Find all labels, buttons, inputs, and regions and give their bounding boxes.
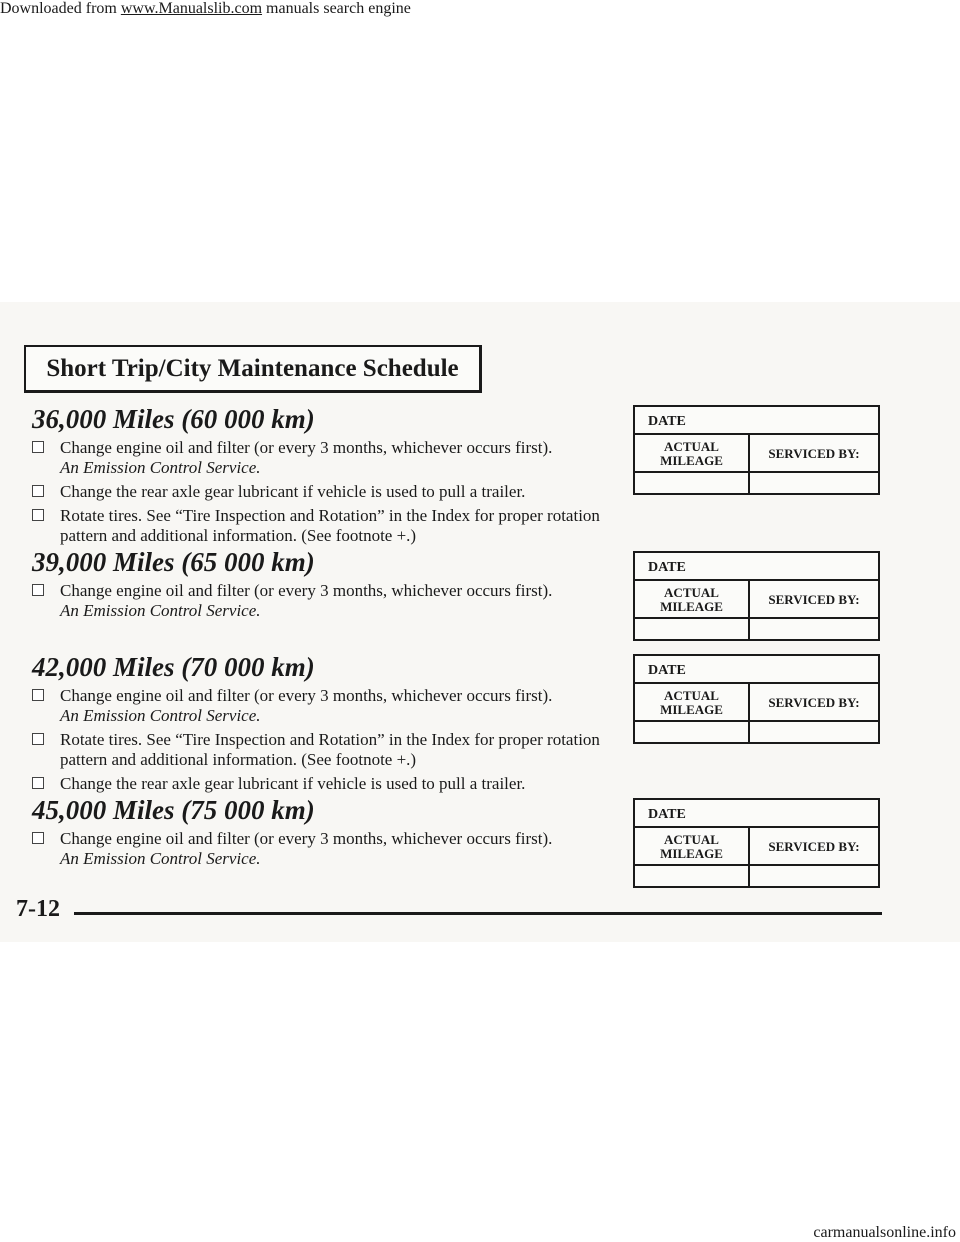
item-text: Rotate tires. See “Tire Inspection and Rotation” in the Index for proper rotation pattern and additional information. (See footnote +.)	[60, 730, 600, 769]
checkbox[interactable]	[32, 777, 44, 789]
page-title-box	[24, 345, 482, 393]
page-number: 7-12	[16, 896, 60, 922]
item-text: Change engine oil and filter (or every 3 months, whichever occurs first).	[60, 581, 553, 600]
section-heading: 42,000 Miles (70 000 km)	[32, 652, 315, 682]
log-mileage-label: ACTUAL MILEAGE	[635, 435, 750, 471]
checkbox[interactable]	[32, 485, 44, 497]
mileage-entry[interactable]	[635, 619, 750, 639]
download-suffix: manuals search engine	[262, 0, 411, 17]
section-heading: 36,000 Miles (60 000 km)	[32, 404, 315, 434]
serviced-entry[interactable]	[750, 473, 878, 493]
log-entry-row	[635, 722, 878, 742]
item-text: Change engine oil and filter (or every 3 months, whichever occurs first).	[60, 686, 553, 705]
item-text: Change engine oil and filter (or every 3 months, whichever occurs first).	[60, 438, 553, 457]
log-mileage-label: ACTUAL MILEAGE	[635, 828, 750, 864]
log-date-label: DATE	[635, 407, 878, 435]
log-entry-row	[635, 866, 878, 886]
list-item	[32, 829, 612, 869]
serviced-entry[interactable]	[750, 866, 878, 886]
log-serviced-label: SERVICED BY:	[768, 592, 860, 607]
serviced-entry[interactable]	[750, 619, 878, 639]
log-serviced-label: SERVICED BY:	[768, 446, 860, 461]
checkbox[interactable]	[32, 441, 44, 453]
service-log-45000	[633, 798, 880, 888]
log-date-label: DATE	[635, 800, 878, 828]
section-42000	[32, 651, 612, 798]
section-36000	[32, 403, 612, 550]
item-note: An Emission Control Service.	[60, 706, 261, 725]
item-note: An Emission Control Service.	[60, 458, 261, 477]
checkbox[interactable]	[32, 509, 44, 521]
footer-rule	[74, 912, 882, 915]
list-item	[32, 774, 612, 794]
mileage-entry[interactable]	[635, 866, 750, 886]
list-item	[32, 686, 612, 726]
log-header-row	[635, 684, 878, 722]
log-date-label: DATE	[635, 656, 878, 684]
list-item	[32, 482, 612, 502]
log-header-row	[635, 828, 878, 866]
log-entry-row	[635, 473, 878, 493]
page-title: Short Trip/City Maintenance Schedule	[46, 354, 459, 382]
checkbox[interactable]	[32, 733, 44, 745]
log-header-row	[635, 435, 878, 473]
list-item	[32, 438, 612, 478]
section-45000	[32, 794, 612, 873]
item-text: Rotate tires. See “Tire Inspection and Rotation” in the Index for proper rotation pattern and additional information. (See footnote +.)	[60, 506, 600, 545]
log-serviced-label: SERVICED BY:	[768, 839, 860, 854]
manualslib-link[interactable]: www.Manualslib.com	[120, 0, 263, 17]
log-serviced-label: SERVICED BY:	[768, 695, 860, 710]
mileage-entry[interactable]	[635, 473, 750, 493]
mileage-entry[interactable]	[635, 722, 750, 742]
item-text: Change the rear axle gear lubricant if vehicle is used to pull a trailer.	[60, 482, 526, 501]
log-mileage-label: ACTUAL MILEAGE	[635, 684, 750, 720]
checkbox[interactable]	[32, 689, 44, 701]
list-item	[32, 581, 612, 621]
download-banner	[0, 0, 411, 18]
checkbox[interactable]	[32, 584, 44, 596]
section-heading: 45,000 Miles (75 000 km)	[32, 795, 315, 825]
item-note: An Emission Control Service.	[60, 601, 261, 620]
service-log-36000	[633, 405, 880, 495]
log-entry-row	[635, 619, 878, 639]
section-39000	[32, 546, 612, 625]
checkbox[interactable]	[32, 832, 44, 844]
service-log-42000	[633, 654, 880, 744]
item-text: Change engine oil and filter (or every 3 months, whichever occurs first).	[60, 829, 553, 848]
list-item	[32, 730, 612, 770]
log-header-row	[635, 581, 878, 619]
serviced-entry[interactable]	[750, 722, 878, 742]
section-heading: 39,000 Miles (65 000 km)	[32, 547, 315, 577]
service-log-39000	[633, 551, 880, 641]
log-date-label: DATE	[635, 553, 878, 581]
item-note: An Emission Control Service.	[60, 849, 261, 868]
log-mileage-label: ACTUAL MILEAGE	[635, 581, 750, 617]
item-text: Change the rear axle gear lubricant if vehicle is used to pull a trailer.	[60, 774, 526, 793]
download-prefix: Downloaded from	[0, 0, 121, 17]
list-item	[32, 506, 612, 546]
bottom-watermark: carmanualsonline.info	[813, 1224, 956, 1241]
